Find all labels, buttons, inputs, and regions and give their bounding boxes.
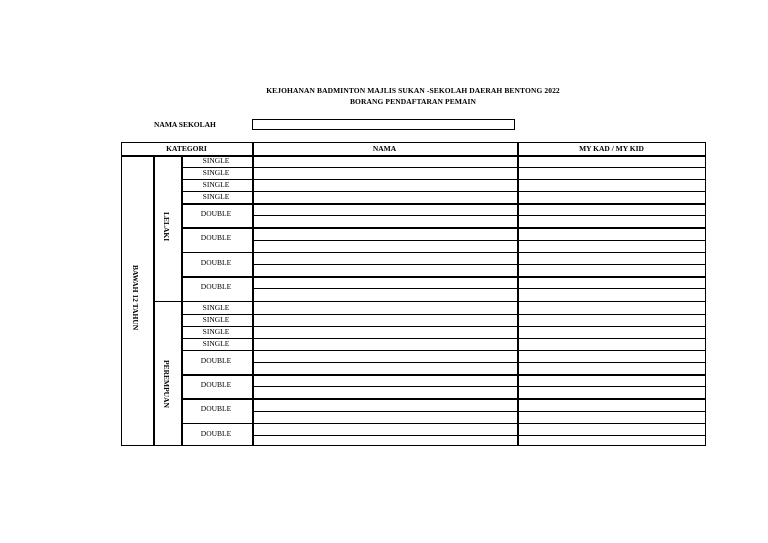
perempuan-name-input[interactable] xyxy=(254,338,517,350)
lelaki-mykad-input[interactable] xyxy=(519,179,705,191)
lelaki-name-input[interactable] xyxy=(254,227,517,239)
school-name-label: NAMA SEKOLAH xyxy=(154,120,216,129)
lelaki-name-input[interactable] xyxy=(254,240,517,252)
lelaki-single-label: SINGLE xyxy=(202,168,230,177)
lelaki-name-input[interactable] xyxy=(254,191,517,203)
girls-label: PEREMPUAN xyxy=(162,360,171,408)
row-divider xyxy=(252,362,706,363)
perempuan-single-label: SINGLE xyxy=(202,302,230,312)
perempuan-mykad-input[interactable] xyxy=(519,374,705,386)
lelaki-mykad-input[interactable] xyxy=(519,167,705,179)
lelaki-name-input[interactable] xyxy=(254,276,517,288)
row-divider xyxy=(252,435,706,436)
perempuan-name-input[interactable] xyxy=(254,326,517,338)
row-divider xyxy=(252,288,706,289)
perempuan-name-input[interactable] xyxy=(254,386,517,398)
header-kategori: KATEGORI xyxy=(166,144,207,153)
row-divider xyxy=(252,264,706,265)
perempuan-name-input[interactable] xyxy=(254,302,517,314)
perempuan-name-input[interactable] xyxy=(254,374,517,386)
perempuan-name-input[interactable] xyxy=(254,350,517,362)
lelaki-mykad-input[interactable] xyxy=(519,203,705,215)
perempuan-double-label: DOUBLE xyxy=(200,380,232,389)
school-name-field[interactable] xyxy=(252,119,515,130)
perempuan-mykad-input[interactable] xyxy=(519,314,705,326)
header-nama: NAMA xyxy=(372,144,397,153)
lelaki-name-input[interactable] xyxy=(254,264,517,276)
lelaki-mykad-input[interactable] xyxy=(519,240,705,252)
perempuan-mykad-input[interactable] xyxy=(519,338,705,350)
boys-label: LELAKI xyxy=(162,212,171,242)
form-subtitle: BORANG PENDAFTARAN PEMAIN xyxy=(349,97,477,106)
perempuan-single-label: SINGLE xyxy=(202,338,230,348)
lelaki-single-label: SINGLE xyxy=(202,156,230,165)
lelaki-mykad-input[interactable] xyxy=(519,227,705,239)
perempuan-name-input[interactable] xyxy=(254,435,517,447)
lelaki-mykad-input[interactable] xyxy=(519,155,705,167)
lelaki-mykad-input[interactable] xyxy=(519,276,705,288)
perempuan-name-input[interactable] xyxy=(254,423,517,435)
lelaki-single-label: SINGLE xyxy=(202,180,230,189)
perempuan-mykad-input[interactable] xyxy=(519,398,705,410)
lelaki-mykad-input[interactable] xyxy=(519,252,705,264)
perempuan-mykad-input[interactable] xyxy=(519,362,705,374)
lelaki-name-input[interactable] xyxy=(254,288,517,300)
lelaki-name-input[interactable] xyxy=(254,179,517,191)
row-divider xyxy=(252,215,706,216)
perempuan-mykad-input[interactable] xyxy=(519,350,705,362)
lelaki-mykad-input[interactable] xyxy=(519,191,705,203)
lelaki-double-label: DOUBLE xyxy=(200,282,232,292)
lelaki-double-label: DOUBLE xyxy=(200,209,232,218)
lelaki-name-input[interactable] xyxy=(254,252,517,264)
age-group-label: BAWAH 12 TAHUN xyxy=(131,265,140,331)
lelaki-name-input[interactable] xyxy=(254,155,517,167)
perempuan-double-label: DOUBLE xyxy=(200,355,232,365)
perempuan-single-label: SINGLE xyxy=(202,314,230,324)
row-divider xyxy=(252,240,706,241)
perempuan-name-input[interactable] xyxy=(254,398,517,410)
perempuan-double-label: DOUBLE xyxy=(200,428,232,438)
perempuan-mykad-input[interactable] xyxy=(519,386,705,398)
perempuan-name-input[interactable] xyxy=(254,411,517,423)
row-divider xyxy=(252,386,706,387)
lelaki-mykad-input[interactable] xyxy=(519,288,705,300)
row-divider xyxy=(252,411,706,412)
perempuan-mykad-input[interactable] xyxy=(519,326,705,338)
perempuan-mykad-input[interactable] xyxy=(519,435,705,447)
perempuan-double-label: DOUBLE xyxy=(200,404,232,414)
perempuan-mykad-input[interactable] xyxy=(519,411,705,423)
lelaki-double-label: DOUBLE xyxy=(200,233,232,243)
perempuan-name-input[interactable] xyxy=(254,314,517,326)
perempuan-mykad-input[interactable] xyxy=(519,302,705,314)
perempuan-mykad-input[interactable] xyxy=(519,423,705,435)
perempuan-name-input[interactable] xyxy=(254,362,517,374)
lelaki-name-input[interactable] xyxy=(254,203,517,215)
lelaki-name-input[interactable] xyxy=(254,215,517,227)
form-title: KEJOHANAN BADMINTON MAJLIS SUKAN -SEKOLAH DAERAH BENTONG 2022 xyxy=(266,86,560,95)
lelaki-mykad-input[interactable] xyxy=(519,264,705,276)
header-mykad: MY KAD / MY KID xyxy=(579,144,644,153)
lelaki-name-input[interactable] xyxy=(254,167,517,179)
lelaki-double-label: DOUBLE xyxy=(200,257,232,267)
lelaki-single-label: SINGLE xyxy=(202,192,230,201)
lelaki-mykad-input[interactable] xyxy=(519,215,705,227)
perempuan-single-label: SINGLE xyxy=(202,326,230,336)
